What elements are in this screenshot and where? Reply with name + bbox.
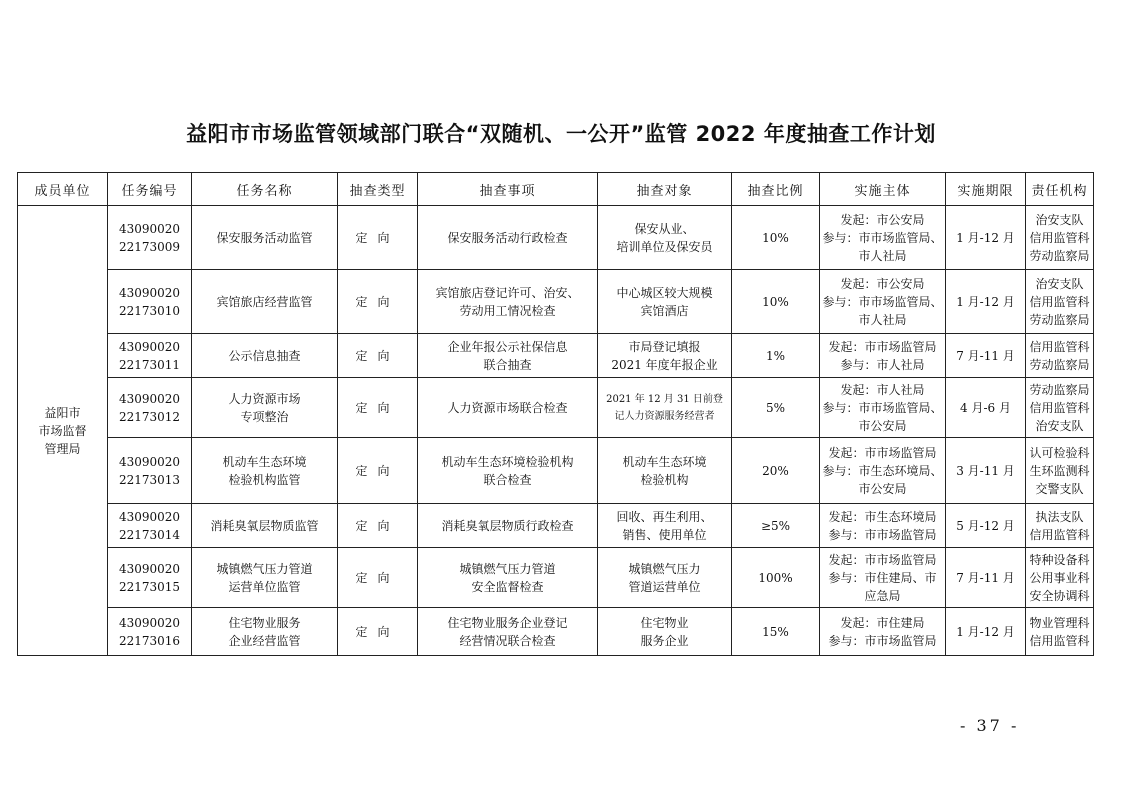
- implementer-cell-line: 发起：市公安局: [840, 276, 925, 291]
- period-cell: 7 月-11 月: [946, 334, 1026, 378]
- implementer-cell-line: 市人社局: [858, 248, 907, 263]
- task-code-cell: [108, 206, 192, 270]
- check-items-cell-line: 人力资源市场联合检查: [447, 400, 568, 415]
- check-ratio-cell: 10%: [732, 270, 820, 334]
- header-items: 抽查事项: [418, 173, 598, 206]
- header-period: 实施期限: [946, 173, 1026, 206]
- responsible-cell-line: 信用监管科: [1029, 294, 1090, 309]
- task-code-cell-line: 43090020: [118, 391, 181, 406]
- responsible-cell-line: 执法支队: [1035, 509, 1084, 524]
- check-items-cell-line: 宾馆旅店登记许可、治安、: [435, 285, 580, 300]
- task-code-cell-line: 43090020: [118, 221, 181, 236]
- table-row: [18, 378, 1094, 438]
- implementer-cell: [820, 504, 946, 548]
- check-type-cell: 定向: [338, 608, 418, 656]
- implementer-cell-line: 市公安局: [858, 418, 907, 433]
- check-target-cell-line: 机动车生态环境: [622, 454, 707, 469]
- task-code-cell-line: 43090020: [118, 509, 181, 524]
- check-ratio-cell: 5%: [732, 378, 820, 438]
- implementer-cell-line: 参与：市市场监管局、: [822, 230, 943, 245]
- task-code-cell-line: 43090020: [118, 339, 181, 354]
- check-target-cell: [598, 334, 732, 378]
- check-items-cell-line: 城镇燃气压力管道: [459, 561, 556, 576]
- task-name-cell-line: 企业经营监管: [228, 633, 301, 648]
- implementer-cell: [820, 438, 946, 504]
- member-unit-cell-line: 管理局: [44, 441, 81, 456]
- table-row: [18, 206, 1094, 270]
- task-name-cell-line: 公示信息抽查: [228, 348, 301, 363]
- check-type-cell: 定向: [338, 438, 418, 504]
- task-code-cell: [108, 270, 192, 334]
- responsible-cell-line: 信用监管科: [1029, 230, 1090, 245]
- implementer-cell-line: 发起：市住建局: [840, 615, 925, 630]
- task-name-cell: [192, 378, 338, 438]
- header-row: [18, 173, 1094, 206]
- header-name: 任务名称: [192, 173, 338, 206]
- check-target-cell: [598, 548, 732, 608]
- task-code-cell: [108, 378, 192, 438]
- responsible-cell: [1026, 378, 1094, 438]
- implementer-cell-line: 发起：市人社局: [840, 382, 925, 397]
- check-target-cell-line: 检验机构: [640, 472, 689, 487]
- task-name-cell-line: 运营单位监管: [228, 579, 301, 594]
- implementer-cell-line: 发起：市市场监管局: [828, 445, 937, 460]
- member-unit-cell: [18, 206, 108, 656]
- check-type-cell: 定向: [338, 270, 418, 334]
- check-target-cell-line: 2021 年度年报企业: [611, 357, 718, 372]
- table-body: [18, 206, 1094, 656]
- header-ratio: 抽查比例: [732, 173, 820, 206]
- implementer-cell-line: 应急局: [864, 588, 901, 603]
- document-title: 益阳市市场监管领域部门联合“双随机、一公开”监管 2022 年度抽查工作计划: [186, 122, 936, 146]
- header-resp: 责任机构: [1026, 173, 1094, 206]
- check-items-cell: [418, 438, 598, 504]
- task-code-cell-line: 22173012: [118, 409, 181, 424]
- implementer-cell-line: 参与：市市场监管局: [828, 633, 937, 648]
- responsible-cell: [1026, 270, 1094, 334]
- check-target-cell-line: 城镇燃气压力: [628, 561, 701, 576]
- check-items-cell: [418, 548, 598, 608]
- implementer-cell-line: 发起：市市场监管局: [828, 552, 937, 567]
- implementer-cell: [820, 206, 946, 270]
- implementer-cell-line: 参与：市市场监管局、: [822, 294, 943, 309]
- responsible-cell-line: 安全协调科: [1029, 588, 1090, 603]
- check-ratio-cell: ≥5%: [732, 504, 820, 548]
- check-target-cell-line: 住宅物业: [640, 615, 689, 630]
- implementer-cell-line: 参与：市住建局、市: [828, 570, 937, 585]
- implementer-cell: [820, 548, 946, 608]
- task-name-cell: [192, 608, 338, 656]
- period-cell: 1 月-12 月: [946, 270, 1026, 334]
- check-type-cell: 定向: [338, 334, 418, 378]
- implementer-cell-line: 市公安局: [858, 481, 907, 496]
- responsible-cell: [1026, 334, 1094, 378]
- responsible-cell-line: 劳动监察局: [1029, 248, 1090, 263]
- check-items-cell-line: 企业年报公示社保信息: [447, 339, 568, 354]
- member-unit-cell-line: 益阳市: [44, 405, 81, 420]
- task-code-cell-line: 43090020: [118, 561, 181, 576]
- responsible-cell-line: 信用监管科: [1029, 633, 1090, 648]
- task-name-cell: [192, 334, 338, 378]
- table-row: [18, 334, 1094, 378]
- period-cell: 1 月-12 月: [946, 206, 1026, 270]
- task-code-cell-line: 43090020: [118, 615, 181, 630]
- task-code-cell: [108, 548, 192, 608]
- task-code-cell: [108, 504, 192, 548]
- page-number: - 37 -: [960, 716, 1020, 735]
- check-items-cell: [418, 378, 598, 438]
- check-target-cell-line: 2021 年 12 月 31 日前登: [606, 393, 723, 405]
- implementer-cell-line: 参与：市人社局: [840, 357, 925, 372]
- task-name-cell-line: 检验机构监管: [228, 472, 301, 487]
- task-code-cell-line: 43090020: [118, 454, 181, 469]
- implementer-cell-line: 参与：市市场监管局、: [822, 400, 943, 415]
- check-items-cell-line: 劳动用工情况检查: [459, 303, 556, 318]
- check-items-cell: [418, 206, 598, 270]
- table-row: [18, 504, 1094, 548]
- check-ratio-cell: 20%: [732, 438, 820, 504]
- task-code-cell-line: 22173015: [118, 579, 181, 594]
- implementer-cell-line: 发起：市公安局: [840, 212, 925, 227]
- check-type-cell: 定向: [338, 206, 418, 270]
- responsible-cell-line: 劳动监察局: [1029, 312, 1090, 327]
- task-code-cell: [108, 608, 192, 656]
- task-name-cell: [192, 548, 338, 608]
- check-target-cell: [598, 608, 732, 656]
- implementer-cell: [820, 608, 946, 656]
- check-items-cell-line: 消耗臭氧层物质行政检查: [441, 518, 574, 533]
- responsible-cell-line: 交警支队: [1035, 481, 1084, 496]
- check-target-cell-line: 服务企业: [640, 633, 689, 648]
- task-name-cell: [192, 206, 338, 270]
- responsible-cell-line: 特种设备科: [1029, 552, 1090, 567]
- check-target-cell-line: 市局登记填报: [628, 339, 701, 354]
- task-code-cell-line: 22173013: [118, 472, 181, 487]
- task-name-cell-line: 城镇燃气压力管道: [216, 561, 313, 576]
- check-target-cell: [598, 504, 732, 548]
- task-name-cell: [192, 438, 338, 504]
- task-code-cell-line: 43090020: [118, 285, 181, 300]
- responsible-cell-line: 公用事业科: [1029, 570, 1090, 585]
- table-row: [18, 270, 1094, 334]
- responsible-cell-line: 信用监管科: [1029, 527, 1090, 542]
- check-items-cell-line: 联合抽查: [483, 357, 532, 372]
- responsible-cell-line: 物业管理科: [1029, 615, 1090, 630]
- check-target-cell: [598, 438, 732, 504]
- task-name-cell: [192, 504, 338, 548]
- implementer-cell-line: 市人社局: [858, 312, 907, 327]
- header-impl: 实施主体: [820, 173, 946, 206]
- check-items-cell: [418, 334, 598, 378]
- task-code-cell-line: 22173011: [118, 357, 181, 372]
- check-target-cell-line: 中心城区较大规模: [616, 285, 713, 300]
- check-target-cell-line: 回收、再生利用、: [616, 509, 713, 524]
- check-target-cell-line: 培训单位及保安员: [616, 239, 713, 254]
- implementer-cell: [820, 334, 946, 378]
- check-target-cell: [598, 378, 732, 438]
- responsible-cell-line: 信用监管科: [1029, 339, 1090, 354]
- task-code-cell-line: 22173014: [118, 527, 181, 542]
- implementer-cell: [820, 270, 946, 334]
- plan-table: [17, 172, 1094, 656]
- check-items-cell-line: 住宅物业服务企业登记: [447, 615, 568, 630]
- header-code: 任务编号: [108, 173, 192, 206]
- check-target-cell-line: 管道运营单位: [628, 579, 701, 594]
- task-name-cell: [192, 270, 338, 334]
- implementer-cell-line: 参与：市生态环境局、: [822, 463, 943, 478]
- check-items-cell-line: 机动车生态环境检验机构: [441, 454, 574, 469]
- responsible-cell-line: 治安支队: [1035, 212, 1084, 227]
- task-name-cell-line: 保安服务活动监管: [216, 230, 313, 245]
- check-type-cell: 定向: [338, 378, 418, 438]
- implementer-cell-line: 发起：市市场监管局: [828, 339, 937, 354]
- responsible-cell-line: 认可检验科: [1029, 445, 1090, 460]
- table-row: [18, 548, 1094, 608]
- period-cell: 7 月-11 月: [946, 548, 1026, 608]
- period-cell: 3 月-11 月: [946, 438, 1026, 504]
- check-items-cell: [418, 608, 598, 656]
- task-name-cell-line: 人力资源市场: [228, 391, 301, 406]
- check-target-cell-line: 保安从业、: [634, 221, 695, 236]
- task-code-cell-line: 22173009: [118, 239, 181, 254]
- task-name-cell-line: 机动车生态环境: [222, 454, 307, 469]
- responsible-cell: [1026, 206, 1094, 270]
- period-cell: 5 月-12 月: [946, 504, 1026, 548]
- responsible-cell: [1026, 504, 1094, 548]
- check-ratio-cell: 100%: [732, 548, 820, 608]
- check-items-cell-line: 经营情况联合检查: [459, 633, 556, 648]
- implementer-cell: [820, 378, 946, 438]
- task-code-cell: [108, 334, 192, 378]
- responsible-cell: [1026, 438, 1094, 504]
- implementer-cell-line: 参与：市市场监管局: [828, 527, 937, 542]
- check-items-cell-line: 保安服务活动行政检查: [447, 230, 568, 245]
- check-ratio-cell: 1%: [732, 334, 820, 378]
- table-row: [18, 608, 1094, 656]
- period-cell: 4 月-6 月: [946, 378, 1026, 438]
- check-items-cell: [418, 504, 598, 548]
- check-ratio-cell: 15%: [732, 608, 820, 656]
- responsible-cell-line: 治安支队: [1035, 276, 1084, 291]
- check-ratio-cell: 10%: [732, 206, 820, 270]
- check-target-cell-line: 记人力资源服务经营者: [614, 410, 715, 422]
- member-unit-cell-line: 市场监督: [38, 423, 87, 438]
- task-name-cell-line: 专项整治: [240, 409, 289, 424]
- task-name-cell-line: 住宅物业服务: [228, 615, 301, 630]
- check-items-cell-line: 联合检查: [483, 472, 532, 487]
- responsible-cell: [1026, 608, 1094, 656]
- responsible-cell-line: 劳动监察局: [1029, 357, 1090, 372]
- responsible-cell-line: 劳动监察局: [1029, 382, 1090, 397]
- implementer-cell-line: 发起：市生态环境局: [828, 509, 937, 524]
- table-row: [18, 438, 1094, 504]
- header-type: 抽查类型: [338, 173, 418, 206]
- responsible-cell-line: 信用监管科: [1029, 400, 1090, 415]
- check-type-cell: 定向: [338, 548, 418, 608]
- check-target-cell: [598, 206, 732, 270]
- check-target-cell: [598, 270, 732, 334]
- check-items-cell-line: 安全监督检查: [471, 579, 544, 594]
- task-code-cell-line: 22173010: [118, 303, 181, 318]
- task-name-cell-line: 消耗臭氧层物质监管: [210, 518, 319, 533]
- header-target: 抽查对象: [598, 173, 732, 206]
- responsible-cell-line: 生环监测科: [1029, 463, 1090, 478]
- responsible-cell: [1026, 548, 1094, 608]
- task-code-cell: [108, 438, 192, 504]
- header-unit: 成员单位: [18, 173, 108, 206]
- task-code-cell-line: 22173016: [118, 633, 181, 648]
- check-target-cell-line: 宾馆酒店: [640, 303, 689, 318]
- check-items-cell: [418, 270, 598, 334]
- responsible-cell-line: 治安支队: [1035, 418, 1084, 433]
- task-name-cell-line: 宾馆旅店经营监管: [216, 294, 313, 309]
- check-type-cell: 定向: [338, 504, 418, 548]
- check-target-cell-line: 销售、使用单位: [622, 527, 707, 542]
- period-cell: 1 月-12 月: [946, 608, 1026, 656]
